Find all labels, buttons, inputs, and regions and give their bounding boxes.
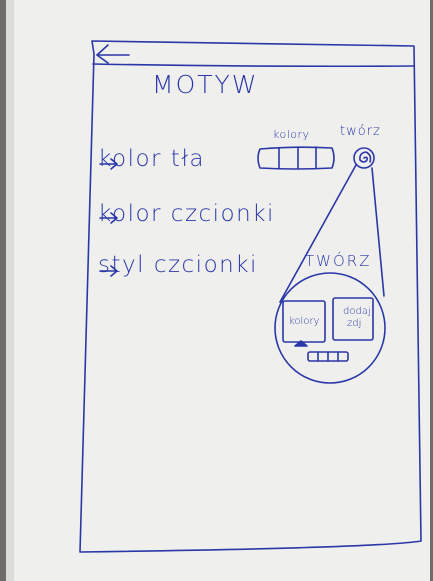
tile-zdj-label: zdj (347, 318, 362, 329)
create-label: twórz (340, 124, 381, 139)
arrow-left-icon[interactable] (97, 45, 129, 63)
zoom-line-right (372, 168, 384, 296)
header-divider (93, 64, 414, 66)
colors-label: kolory (273, 128, 310, 141)
page-title: MOTYW (152, 70, 259, 99)
color-swatches-bar[interactable] (258, 147, 334, 169)
tile-kolory-label: kolory (289, 316, 320, 327)
option-font-style[interactable]: styl czcionki (98, 252, 258, 278)
phone-frame (80, 41, 421, 552)
option-background-color[interactable]: kolor tła (98, 146, 205, 172)
spiral-icon[interactable] (354, 148, 374, 168)
zoom-circle (275, 273, 385, 383)
tile-dodaj-label: dodaj (343, 306, 371, 317)
zoom-line-left (280, 165, 356, 302)
zoom-panel-title: TWÓRZ (305, 252, 372, 270)
option-font-color[interactable]: kolor czcionki (98, 201, 275, 227)
pager-dots (308, 352, 348, 361)
